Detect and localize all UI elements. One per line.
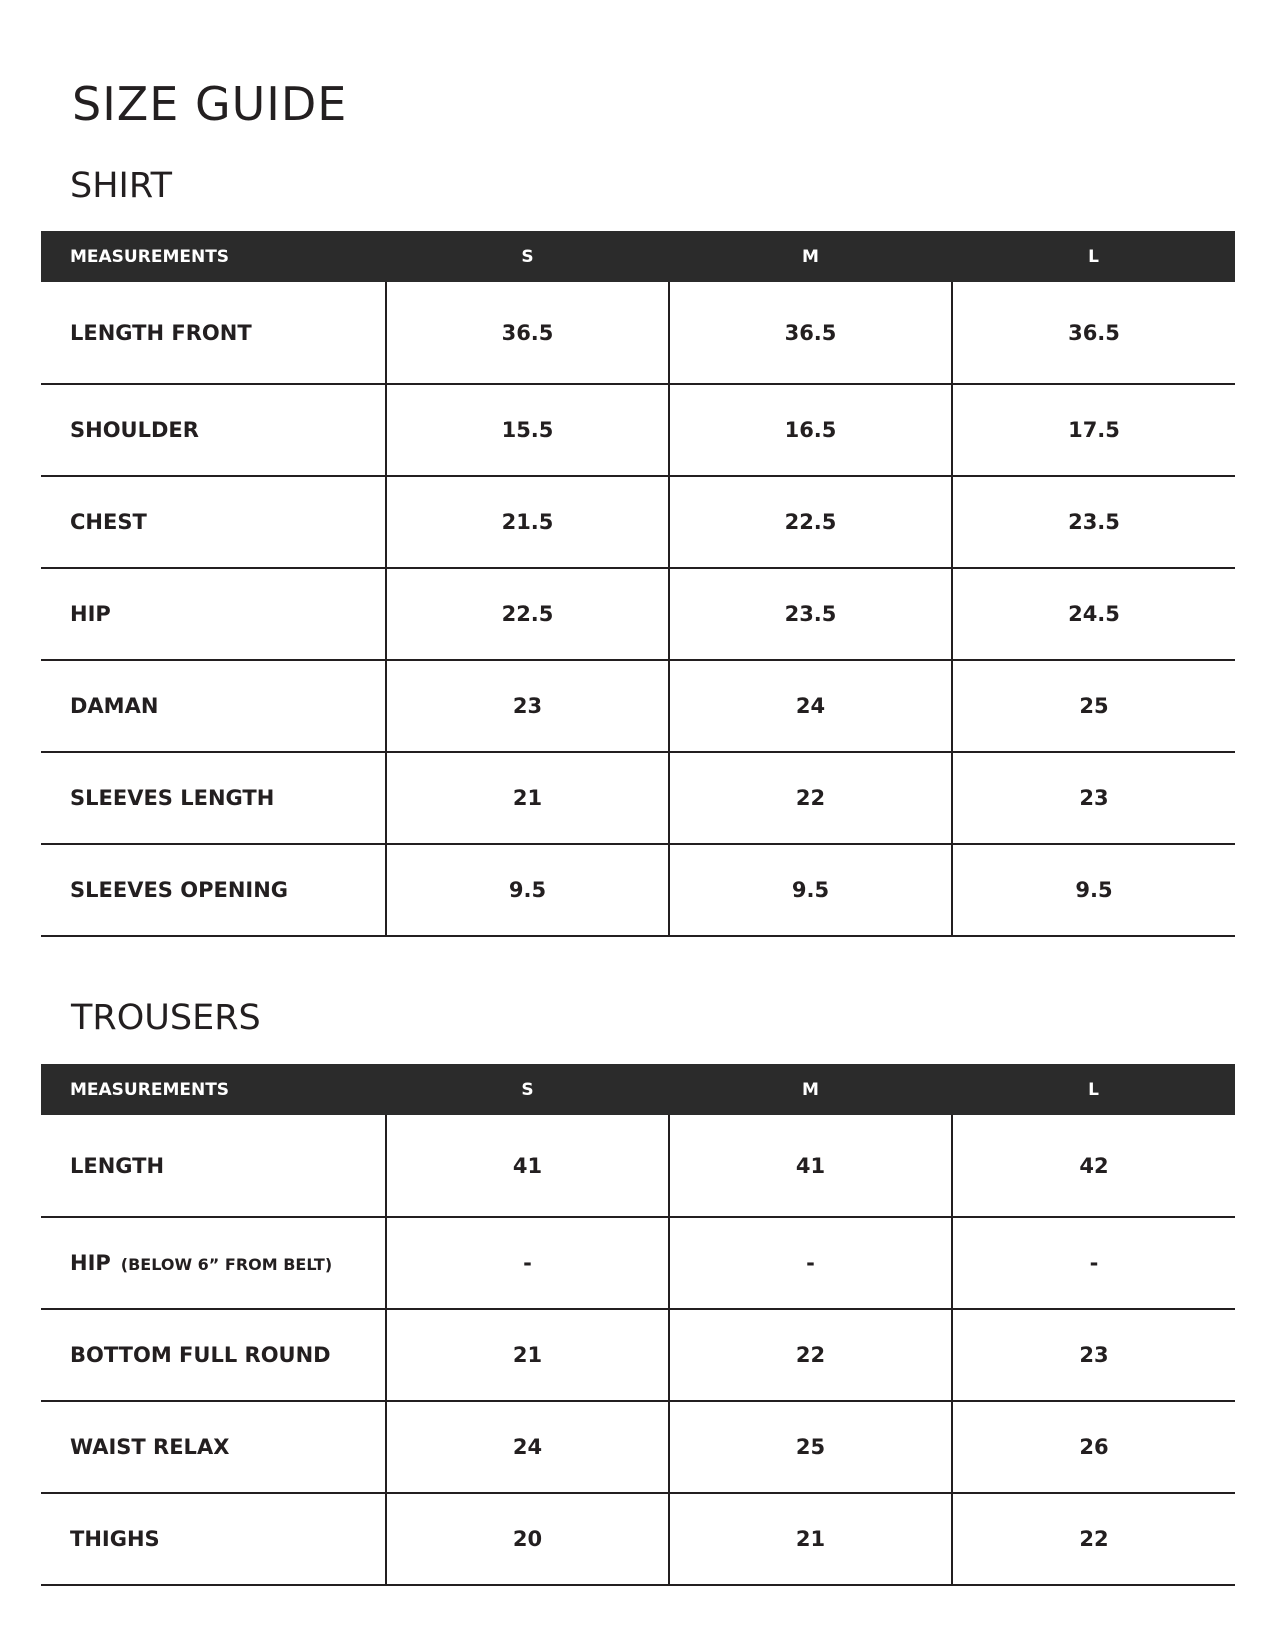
measurement-label: WAIST RELAX (70, 1435, 230, 1459)
measurement-note: (BELOW 6” FROM BELT) (120, 1255, 333, 1274)
page-title: SIZE GUIDE (72, 77, 348, 131)
measurement-label: CHEST (70, 510, 147, 534)
size-m-value: 22 (669, 1309, 952, 1401)
size-s-value: 21.5 (386, 476, 669, 568)
size-s-value: - (386, 1217, 669, 1309)
size-l-value: 42 (952, 1115, 1235, 1217)
size-s-value: 21 (386, 752, 669, 844)
size-m-value: 36.5 (669, 282, 952, 384)
measurement-label: LENGTH (70, 1153, 165, 1178)
size-l-value: 17.5 (952, 384, 1235, 476)
column-header-size-m: M (669, 1064, 952, 1115)
measurement-label: SHOULDER (70, 418, 199, 442)
size-m-value: 16.5 (669, 384, 952, 476)
size-l-value: - (952, 1217, 1235, 1309)
size-l-value: 36.5 (952, 282, 1235, 384)
row-label-cell (41, 752, 386, 844)
table-row (41, 568, 1235, 660)
measurement-label: THIGHS (70, 1527, 160, 1551)
size-l-value: 23.5 (952, 476, 1235, 568)
row-label-cell (41, 1493, 386, 1585)
measurement-label: SLEEVES OPENING (70, 878, 289, 902)
size-m-value: 24 (669, 660, 952, 752)
size-m-value: 41 (669, 1115, 952, 1217)
table-row (41, 476, 1235, 568)
measurement-label: SLEEVES LENGTH (70, 786, 275, 810)
column-header-measurements: MEASUREMENTS (41, 1064, 386, 1115)
trousers-size-table (41, 1064, 1235, 1586)
shirt-size-table (41, 231, 1235, 937)
table-row (41, 1115, 1235, 1217)
measurement-label: HIP (70, 602, 111, 626)
column-header-size-l: L (952, 1064, 1235, 1115)
size-m-value: 9.5 (669, 844, 952, 936)
measurement-label: LENGTH FRONT (70, 320, 252, 345)
table-row (41, 844, 1235, 936)
table-row (41, 282, 1235, 384)
table-row (41, 1493, 1235, 1585)
row-label-cell (41, 1401, 386, 1493)
size-m-value: 21 (669, 1493, 952, 1585)
table-row (41, 660, 1235, 752)
size-l-value: 23 (952, 1309, 1235, 1401)
size-s-value: 9.5 (386, 844, 669, 936)
row-label-cell (41, 660, 386, 752)
table-row (41, 1217, 1235, 1309)
size-m-value: 23.5 (669, 568, 952, 660)
size-l-value: 23 (952, 752, 1235, 844)
size-l-value: 24.5 (952, 568, 1235, 660)
column-header-size-s: S (386, 231, 669, 282)
size-s-value: 20 (386, 1493, 669, 1585)
size-m-value: 25 (669, 1401, 952, 1493)
column-header-size-l: L (952, 231, 1235, 282)
measurement-label: HIP (70, 1251, 111, 1275)
size-m-value: - (669, 1217, 952, 1309)
row-label-cell (41, 844, 386, 936)
size-s-value: 41 (386, 1115, 669, 1217)
table-header-row (41, 1064, 1235, 1115)
size-m-value: 22 (669, 752, 952, 844)
column-header-measurements: MEASUREMENTS (41, 231, 386, 282)
row-label-cell (41, 1217, 386, 1309)
size-s-value: 22.5 (386, 568, 669, 660)
table-row (41, 1309, 1235, 1401)
section-title-shirt: SHIRT (70, 166, 173, 206)
row-label-cell (41, 384, 386, 476)
row-label-cell (41, 282, 386, 384)
size-s-value: 23 (386, 660, 669, 752)
size-m-value: 22.5 (669, 476, 952, 568)
measurement-label: BOTTOM FULL ROUND (70, 1343, 331, 1367)
column-header-size-s: S (386, 1064, 669, 1115)
size-l-value: 22 (952, 1493, 1235, 1585)
row-label-cell (41, 1309, 386, 1401)
table-row (41, 752, 1235, 844)
size-s-value: 21 (386, 1309, 669, 1401)
size-l-value: 26 (952, 1401, 1235, 1493)
table-header-row (41, 231, 1235, 282)
size-s-value: 36.5 (386, 282, 669, 384)
size-s-value: 15.5 (386, 384, 669, 476)
size-l-value: 25 (952, 660, 1235, 752)
table-row (41, 384, 1235, 476)
column-header-size-m: M (669, 231, 952, 282)
row-label-cell (41, 1115, 386, 1217)
row-label-cell (41, 476, 386, 568)
size-l-value: 9.5 (952, 844, 1235, 936)
size-s-value: 24 (386, 1401, 669, 1493)
section-title-trousers: TROUSERS (71, 998, 261, 1038)
table-row (41, 1401, 1235, 1493)
measurement-label: DAMAN (70, 694, 159, 718)
row-label-cell (41, 568, 386, 660)
